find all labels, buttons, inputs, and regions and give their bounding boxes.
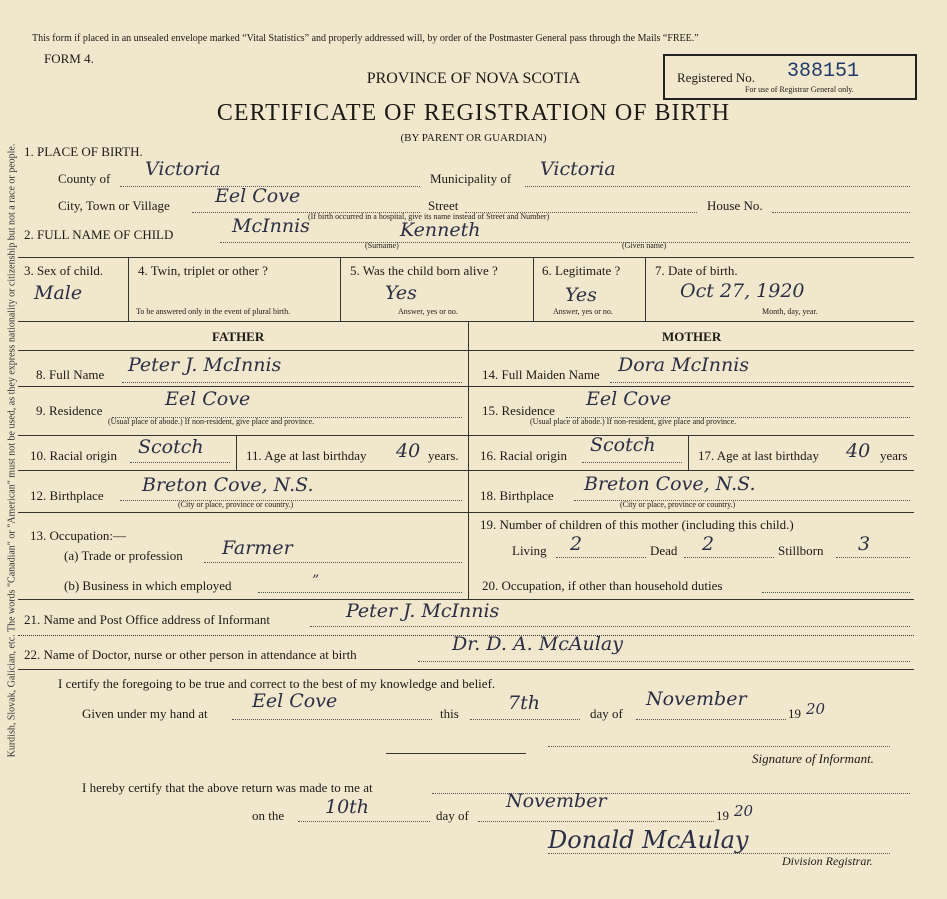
- twin-note: To be answered only in the event of plural birth.: [136, 307, 291, 316]
- dead-value: 2: [702, 533, 715, 555]
- stillborn-label: Stillborn: [778, 543, 824, 558]
- mother-name: Dora McInnis: [618, 354, 750, 376]
- province-heading: PROVINCE OF NOVA SCOTIA: [366, 70, 581, 87]
- on-the-label: on the: [252, 808, 285, 823]
- registrar-day-of-label: day of: [436, 808, 469, 823]
- father-residence-note: (Usual place of abode.) If non-resident, give place and province.: [108, 417, 315, 426]
- given-month: November: [646, 688, 747, 710]
- city-label: City, Town or Village: [58, 198, 170, 213]
- mother-heading: MOTHER: [662, 329, 722, 344]
- registrar-year-suffix: 20: [734, 802, 754, 820]
- father-heading: FATHER: [212, 329, 265, 344]
- mother-residence-note: (Usual place of abode.) If non-resident, give place and province.: [530, 417, 737, 426]
- mother-residence-label: 15. Residence: [482, 403, 555, 418]
- registered-label: Registered No.: [677, 70, 755, 85]
- doctor-label: 22. Name of Doctor, nurse or other person in attendance at birth: [24, 647, 357, 662]
- hospital-note: (If birth occurred in a hospital, give its name instead of Street and Number): [308, 212, 550, 221]
- given-year-prefix: 19: [788, 706, 801, 721]
- municipality-value: Victoria: [540, 158, 616, 180]
- form-number: FORM 4.: [44, 51, 94, 66]
- page-subtitle: (BY PARENT OR GUARDIAN): [400, 132, 547, 144]
- sex-value: Male: [34, 282, 83, 304]
- registrar-title: Division Registrar.: [782, 854, 873, 868]
- father-residence: Eel Cove: [165, 388, 251, 410]
- legitimate-caption: Answer, yes or no.: [553, 307, 613, 316]
- sex-label: 3. Sex of child.: [24, 263, 104, 278]
- registration-box: [663, 54, 917, 100]
- living-label: Living: [512, 543, 547, 558]
- mother-birthplace-note: (City or place, province or country.): [620, 500, 736, 509]
- house-no-label: House No.: [707, 198, 763, 213]
- mother-age: 40: [846, 440, 871, 462]
- mother-birthplace: Breton Cove, N.S.: [584, 473, 756, 495]
- county-value: Victoria: [145, 158, 221, 180]
- dob-value: Oct 27, 1920: [680, 280, 805, 302]
- father-occupation-label: 13. Occupation:—: [30, 528, 127, 543]
- child-given-name: Kenneth: [400, 219, 481, 241]
- father-racial: Scotch: [138, 436, 204, 458]
- given-place: Eel Cove: [252, 690, 338, 712]
- given-name-caption: (Given name): [622, 241, 667, 250]
- informant-label: 21. Name and Post Office address of Informant: [24, 612, 270, 627]
- legitimate-value: Yes: [565, 284, 597, 306]
- father-trade-label: (a) Trade or profession: [64, 548, 183, 563]
- doctor-value: Dr. D. A. McAulay: [452, 633, 623, 655]
- mother-occupation-label: 20. Occupation, if other than household duties: [482, 578, 723, 593]
- father-business: ”: [312, 573, 320, 589]
- father-birthplace-note: (City or place, province or country.): [178, 500, 294, 509]
- informant-value: Peter J. McInnis: [346, 600, 500, 622]
- legitimate-label: 6. Legitimate ?: [542, 263, 621, 278]
- sidebar-note: Kurdish, Slovak, Galician, etc. The words "Canadian" or "American" must not be used, as they express nationality or citizenship but not a race or people.: [6, 143, 18, 758]
- mother-years-label: years: [880, 448, 908, 463]
- born-alive-caption: Answer, yes or no.: [398, 307, 458, 316]
- mother-residence: Eel Cove: [586, 388, 672, 410]
- mother-birthplace-label: 18. Birthplace: [480, 488, 554, 503]
- county-label: County of: [58, 171, 111, 186]
- born-alive-value: Yes: [385, 282, 417, 304]
- father-name-label: 8. Full Name: [36, 367, 105, 382]
- informant-signature-label: Signature of Informant.: [752, 751, 874, 766]
- municipality-label: Municipality of: [430, 171, 512, 186]
- surname-caption: (Surname): [365, 241, 399, 250]
- registered-number: 388151: [787, 60, 860, 83]
- father-trade: Farmer: [222, 537, 293, 559]
- day-of-label: day of: [590, 706, 623, 721]
- stillborn-value: 3: [858, 533, 871, 555]
- dob-caption: Month, day, year.: [762, 307, 818, 316]
- father-birthplace-label: 12. Birthplace: [30, 488, 104, 503]
- dead-label: Dead: [650, 543, 678, 558]
- given-day: 7th: [508, 692, 540, 714]
- mother-name-label: 14. Full Maiden Name: [482, 367, 600, 382]
- born-alive-label: 5. Was the child born alive ?: [350, 263, 498, 278]
- dob-label: 7. Date of birth.: [655, 263, 738, 278]
- this-label: this: [440, 706, 459, 721]
- given-year-suffix: 20: [806, 700, 826, 718]
- registrar-day: 10th: [325, 796, 370, 818]
- registrar-use-note: For use of Registrar General only.: [745, 85, 854, 94]
- registrar-year-prefix: 19: [716, 808, 729, 823]
- postal-notice: This form if placed in an unsealed envelope marked “Vital Statistics” and properly addressed will, by order of the Postmaster General pass through the Mails “FREE.”: [32, 33, 699, 44]
- father-racial-label: 10. Racial origin: [30, 448, 118, 463]
- twin-label: 4. Twin, triplet or other ?: [138, 263, 268, 278]
- child-surname: McInnis: [232, 215, 310, 237]
- mother-age-label: 17. Age at last birthday: [698, 448, 819, 463]
- father-name: Peter J. McInnis: [128, 354, 282, 376]
- registrar-statement: I hereby certify that the above return was made to me at: [82, 780, 373, 795]
- father-years-label: years.: [428, 448, 459, 463]
- mother-racial: Scotch: [590, 434, 656, 456]
- mother-children-label: 19. Number of children of this mother (including this child.): [480, 517, 794, 532]
- father-birthplace: Breton Cove, N.S.: [142, 474, 314, 496]
- given-label: Given under my hand at: [82, 706, 208, 721]
- mother-racial-label: 16. Racial origin: [480, 448, 568, 463]
- living-value: 2: [570, 533, 583, 555]
- city-value: Eel Cove: [215, 185, 301, 207]
- father-business-label: (b) Business in which employed: [64, 578, 232, 593]
- certify-statement: I certify the foregoing to be true and correct to the best of my knowledge and belief.: [58, 676, 496, 691]
- father-age: 40: [396, 440, 421, 462]
- registrar-month: November: [506, 790, 607, 812]
- place-of-birth-label: 1. PLACE OF BIRTH.: [24, 144, 143, 159]
- father-residence-label: 9. Residence: [36, 403, 103, 418]
- child-name-label: 2. FULL NAME OF CHILD: [24, 227, 174, 242]
- registrar-signature: Donald McAulay: [548, 826, 749, 854]
- page-title: CERTIFICATE OF REGISTRATION OF BIRTH: [216, 100, 731, 126]
- street-label: Street: [428, 198, 459, 213]
- father-age-label: 11. Age at last birthday: [246, 448, 367, 463]
